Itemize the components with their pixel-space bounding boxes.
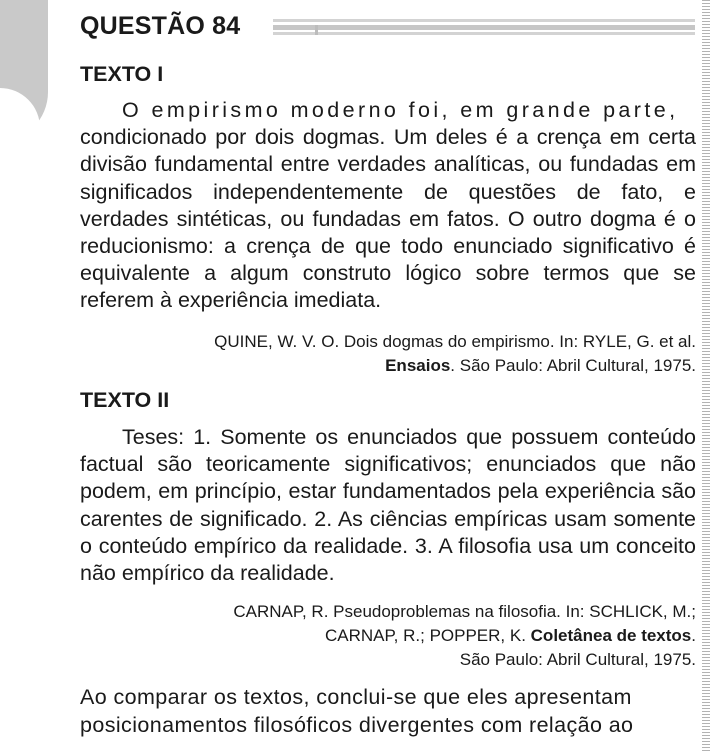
- question-prompt-line-2: posicionamentos filosóficos divergentes com relação ao: [80, 712, 634, 737]
- question-prompt-line-1: Ao comparar os textos, conclui-se que eles apresentam: [80, 685, 632, 709]
- header-rule-line-middle: [273, 25, 695, 30]
- texto-2-citation-period: .: [691, 626, 696, 645]
- texto-1-book-title: Ensaios: [385, 356, 451, 375]
- texto-2-citation: [96, 600, 696, 672]
- texto-2-heading: TEXTO II: [80, 388, 170, 412]
- texto-1-citation-line-2: [96, 354, 696, 378]
- question-prompt: [80, 684, 696, 739]
- question-title: QUESTÃO 84: [80, 12, 241, 40]
- texto-2-citation-authors: CARNAP, R.; POPPER, K.: [325, 626, 531, 645]
- texto-2-book-title: Coletânea de textos: [530, 626, 692, 645]
- texto-2-citation-line-2: [96, 624, 696, 648]
- texto-1-citation: [96, 330, 696, 378]
- header-rule: [273, 19, 695, 35]
- texto-2-citation-line-1: CARNAP, R. Pseudoproblemas na filosofia. In: SCHLICK, M.;: [233, 602, 696, 621]
- texto-2-body-text: Teses: 1. Somente os enunciados que possuem conteúdo factual são teoricamente significativos; enunciados que não podem, em princípio, estar fundamentados pela experiência são carentes de significado. 2. As ciências empíricas usam somente o conteúdo empírico da realidade. 3. A filosofia usa um conceito não empírico da realidade.: [80, 425, 696, 586]
- texto-2-body: [80, 424, 696, 587]
- texto-1-body: [80, 97, 696, 315]
- texto-1-citation-publisher: . São Paulo: Abril Cultural, 1975.: [450, 356, 696, 375]
- header-rule-tick: [315, 25, 318, 35]
- texto-1-heading: TEXTO I: [80, 62, 164, 86]
- question-header: [80, 12, 696, 44]
- texto-1-citation-line-1: QUINE, W. V. O. Dois dogmas do empirismo. In: RYLE, G. et al.: [214, 332, 696, 351]
- margin-barcode-strip: [702, 0, 710, 752]
- header-rule-line-bottom: [273, 32, 695, 35]
- texto-2-citation-line-3: São Paulo: Abril Cultural, 1975.: [459, 650, 696, 669]
- texto-1-body-rest: condicionado por dois dogmas. Um deles é a crença em certa divisão fundamental entre verdades analíticas, ou fundadas em significados independentemente de questões de fato, e verdades sintéticas, ou fundadas em fatos. O outro dogma é o reducionismo: a crença de que todo enunciado significativo é equivalente a algum construto lógico sobre termos que se referem à experiência imediata.: [80, 125, 696, 313]
- texto-1-first-line: O empirismo moderno foi, em grande parte,: [122, 98, 679, 122]
- header-rule-line-top: [273, 19, 695, 22]
